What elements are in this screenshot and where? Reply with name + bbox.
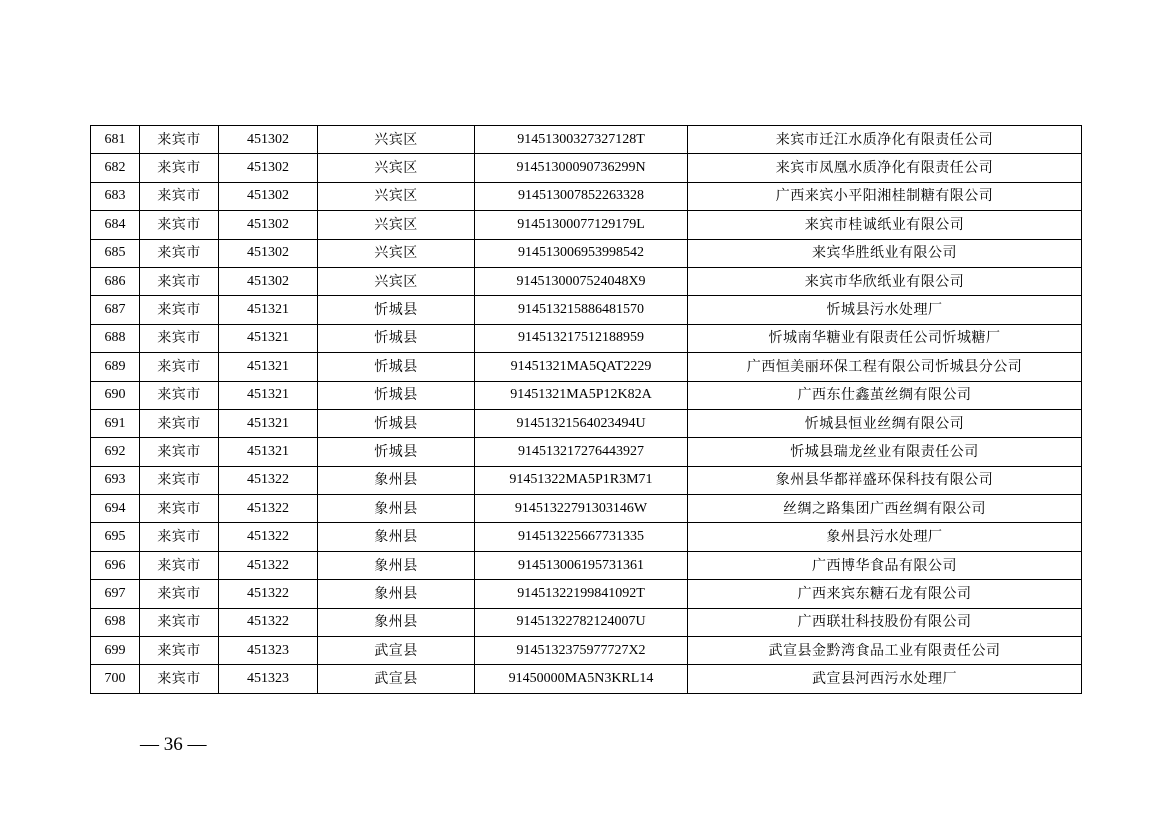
credit-code-cell: 9145130007524048X9 — [475, 267, 688, 295]
district-cell: 象州县 — [318, 466, 475, 494]
city-cell: 来宾市 — [140, 466, 219, 494]
row-number: 698 — [91, 608, 140, 636]
company-name-cell: 象州县华都祥盛环保科技有限公司 — [688, 466, 1082, 494]
table-row — [91, 239, 1082, 267]
row-number: 699 — [91, 637, 140, 665]
table-row — [91, 551, 1082, 579]
district-cell: 兴宾区 — [318, 267, 475, 295]
company-name-cell: 武宣县金黔湾食品工业有限责任公司 — [688, 637, 1082, 665]
credit-code-cell: 91451321564023494U — [475, 409, 688, 437]
credit-code-cell: 914513006195731361 — [475, 551, 688, 579]
region-code-cell: 451322 — [219, 523, 318, 551]
region-code-cell: 451322 — [219, 580, 318, 608]
region-code-cell: 451323 — [219, 637, 318, 665]
table-row — [91, 409, 1082, 437]
region-code-cell: 451322 — [219, 495, 318, 523]
city-cell: 来宾市 — [140, 665, 219, 693]
credit-code-cell: 9145132375977727X2 — [475, 637, 688, 665]
row-number: 682 — [91, 154, 140, 182]
company-name-cell: 忻城县恒业丝绸有限公司 — [688, 409, 1082, 437]
region-code-cell: 451302 — [219, 126, 318, 154]
region-code-cell: 451321 — [219, 353, 318, 381]
company-name-cell: 来宾市华欣纸业有限公司 — [688, 267, 1082, 295]
city-cell: 来宾市 — [140, 580, 219, 608]
company-name-cell: 来宾华胜纸业有限公司 — [688, 239, 1082, 267]
district-cell: 象州县 — [318, 551, 475, 579]
region-code-cell: 451321 — [219, 324, 318, 352]
city-cell: 来宾市 — [140, 239, 219, 267]
region-code-cell: 451321 — [219, 438, 318, 466]
company-name-cell: 广西来宾小平阳湘桂制糖有限公司 — [688, 182, 1082, 210]
table-row — [91, 154, 1082, 182]
district-cell: 忻城县 — [318, 353, 475, 381]
city-cell: 来宾市 — [140, 182, 219, 210]
district-cell: 象州县 — [318, 495, 475, 523]
credit-code-cell: 91450000MA5N3KRL14 — [475, 665, 688, 693]
table-row — [91, 665, 1082, 693]
city-cell: 来宾市 — [140, 637, 219, 665]
credit-code-cell: 91451321MA5P12K82A — [475, 381, 688, 409]
city-cell: 来宾市 — [140, 495, 219, 523]
company-name-cell: 忻城南华糖业有限责任公司忻城糖厂 — [688, 324, 1082, 352]
region-code-cell: 451321 — [219, 296, 318, 324]
district-cell: 武宣县 — [318, 637, 475, 665]
credit-code-cell: 914513217512188959 — [475, 324, 688, 352]
credit-code-cell: 91451322791303146W — [475, 495, 688, 523]
city-cell: 来宾市 — [140, 296, 219, 324]
company-name-cell: 来宾市桂诚纸业有限公司 — [688, 211, 1082, 239]
company-name-cell: 丝绸之路集团广西丝绸有限公司 — [688, 495, 1082, 523]
district-cell: 忻城县 — [318, 296, 475, 324]
district-cell: 兴宾区 — [318, 239, 475, 267]
row-number: 692 — [91, 438, 140, 466]
region-code-cell: 451302 — [219, 211, 318, 239]
city-cell: 来宾市 — [140, 381, 219, 409]
row-number: 697 — [91, 580, 140, 608]
company-name-cell: 广西博华食品有限公司 — [688, 551, 1082, 579]
table-row — [91, 637, 1082, 665]
city-cell: 来宾市 — [140, 154, 219, 182]
row-number: 686 — [91, 267, 140, 295]
city-cell: 来宾市 — [140, 126, 219, 154]
region-code-cell: 451321 — [219, 409, 318, 437]
city-cell: 来宾市 — [140, 551, 219, 579]
row-number: 687 — [91, 296, 140, 324]
row-number: 690 — [91, 381, 140, 409]
region-code-cell: 451321 — [219, 381, 318, 409]
table-row — [91, 267, 1082, 295]
enterprise-table — [90, 125, 1082, 694]
region-code-cell: 451323 — [219, 665, 318, 693]
region-code-cell: 451322 — [219, 466, 318, 494]
city-cell: 来宾市 — [140, 211, 219, 239]
credit-code-cell: 91451322782124007U — [475, 608, 688, 636]
region-code-cell: 451322 — [219, 551, 318, 579]
credit-code-cell: 91451300077129179L — [475, 211, 688, 239]
company-name-cell: 广西来宾东糖石龙有限公司 — [688, 580, 1082, 608]
company-name-cell: 来宾市凤凰水质净化有限责任公司 — [688, 154, 1082, 182]
credit-code-cell: 914513215886481570 — [475, 296, 688, 324]
region-code-cell: 451302 — [219, 267, 318, 295]
district-cell: 兴宾区 — [318, 211, 475, 239]
table-row — [91, 608, 1082, 636]
page-number: — 36 — — [140, 734, 207, 755]
table-row — [91, 126, 1082, 154]
table-row — [91, 438, 1082, 466]
district-cell: 兴宾区 — [318, 154, 475, 182]
row-number: 694 — [91, 495, 140, 523]
credit-code-cell: 91451300327327128T — [475, 126, 688, 154]
table-row — [91, 523, 1082, 551]
district-cell: 象州县 — [318, 608, 475, 636]
company-name-cell: 广西联壮科技股份有限公司 — [688, 608, 1082, 636]
table-row — [91, 211, 1082, 239]
district-cell: 忻城县 — [318, 381, 475, 409]
credit-code-cell: 91451321MA5QAT2229 — [475, 353, 688, 381]
table-row — [91, 381, 1082, 409]
district-cell: 武宣县 — [318, 665, 475, 693]
table-row — [91, 353, 1082, 381]
company-name-cell: 忻城县瑞龙丝业有限责任公司 — [688, 438, 1082, 466]
city-cell: 来宾市 — [140, 409, 219, 437]
row-number: 691 — [91, 409, 140, 437]
row-number: 688 — [91, 324, 140, 352]
region-code-cell: 451322 — [219, 608, 318, 636]
table-row — [91, 466, 1082, 494]
row-number: 695 — [91, 523, 140, 551]
table-row — [91, 182, 1082, 210]
row-number: 683 — [91, 182, 140, 210]
district-cell: 忻城县 — [318, 409, 475, 437]
city-cell: 来宾市 — [140, 523, 219, 551]
region-code-cell: 451302 — [219, 239, 318, 267]
table-body — [91, 126, 1082, 694]
credit-code-cell: 91451300090736299N — [475, 154, 688, 182]
row-number: 700 — [91, 665, 140, 693]
district-cell: 兴宾区 — [318, 182, 475, 210]
region-code-cell: 451302 — [219, 182, 318, 210]
row-number: 689 — [91, 353, 140, 381]
city-cell: 来宾市 — [140, 608, 219, 636]
company-name-cell: 广西恒美丽环保工程有限公司忻城县分公司 — [688, 353, 1082, 381]
row-number: 681 — [91, 126, 140, 154]
district-cell: 象州县 — [318, 523, 475, 551]
city-cell: 来宾市 — [140, 438, 219, 466]
credit-code-cell: 91451322MA5P1R3M71 — [475, 466, 688, 494]
district-cell: 兴宾区 — [318, 126, 475, 154]
company-name-cell: 来宾市迁江水质净化有限责任公司 — [688, 126, 1082, 154]
table-row — [91, 580, 1082, 608]
city-cell: 来宾市 — [140, 267, 219, 295]
credit-code-cell: 914513217276443927 — [475, 438, 688, 466]
row-number: 693 — [91, 466, 140, 494]
company-name-cell: 武宣县河西污水处理厂 — [688, 665, 1082, 693]
credit-code-cell: 91451322199841092T — [475, 580, 688, 608]
row-number: 684 — [91, 211, 140, 239]
row-number: 685 — [91, 239, 140, 267]
company-name-cell: 广西东仕鑫茧丝绸有限公司 — [688, 381, 1082, 409]
district-cell: 忻城县 — [318, 324, 475, 352]
credit-code-cell: 914513007852263328 — [475, 182, 688, 210]
table-row — [91, 495, 1082, 523]
row-number: 696 — [91, 551, 140, 579]
company-name-cell: 象州县污水处理厂 — [688, 523, 1082, 551]
company-name-cell: 忻城县污水处理厂 — [688, 296, 1082, 324]
city-cell: 来宾市 — [140, 353, 219, 381]
credit-code-cell: 914513006953998542 — [475, 239, 688, 267]
credit-code-cell: 914513225667731335 — [475, 523, 688, 551]
table-row — [91, 296, 1082, 324]
district-cell: 忻城县 — [318, 438, 475, 466]
table-row — [91, 324, 1082, 352]
district-cell: 象州县 — [318, 580, 475, 608]
city-cell: 来宾市 — [140, 324, 219, 352]
region-code-cell: 451302 — [219, 154, 318, 182]
